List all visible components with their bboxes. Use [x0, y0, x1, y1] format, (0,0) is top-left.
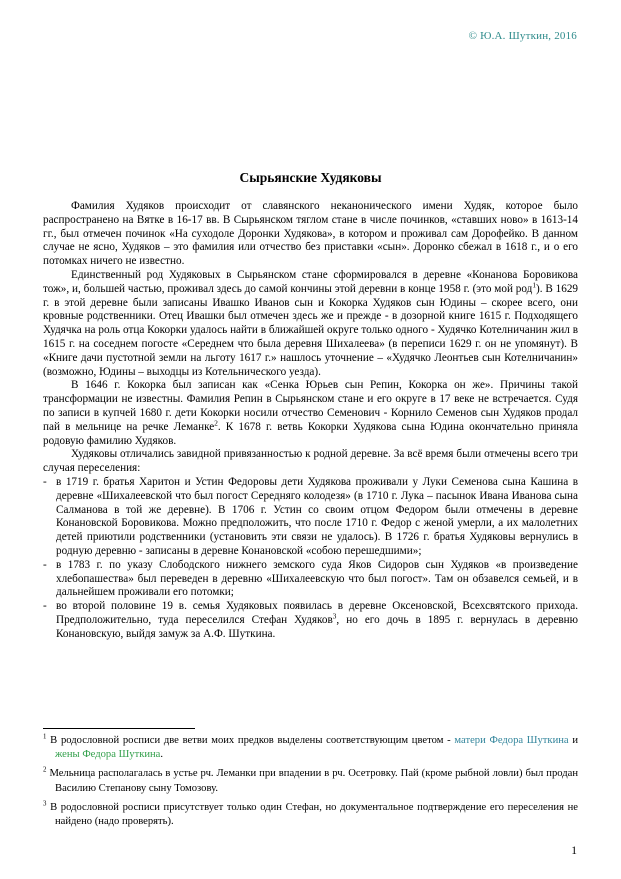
footnote-reference: 3 [332, 612, 337, 621]
footnote-marker: 1 [43, 733, 47, 741]
text-run: в 1719 г. братья Харитон и Устин Федоровы дети Худякова проживали у Луки Семенова сына Кашина в деревне «Шихалеевской что был погост Середняго колодезя» (в 1710 г. Лука – пасынок Ивана Иванова сына Салманова в той же деревне). В 1706 г. Устин со своим отцом Федором были отмечены в деревне Конановской Боровикова. Можно предположить, что после 1710 г. Федор с женой умерли, а их малолетних детей приютили родственники (установить эти связи не удалось). В 1726 г. братья Худяковы вернулись в родную деревню - записаны в деревне Конановской «собою перешедшими»; [56, 475, 578, 557]
text-run: , но его дочь в 1895 г. вернулась в деревню Конановскую, выйдя замуж за А.Ф. Шуткина. [56, 613, 578, 640]
highlighted-text: жены Федора Шуткина [55, 749, 161, 761]
text-run: . [160, 749, 164, 761]
bullet-dash: - [43, 475, 47, 488]
footnote [43, 801, 578, 829]
footnote [43, 734, 578, 762]
list-item [43, 476, 578, 559]
text-run: Мельница располагалась в устье рч. Леманки при впадении в рч. Осетровку. Пай (кроме рыбной ловли) был продан Василию Степанову сыну Томозову. [49, 768, 578, 794]
list-item [43, 559, 578, 600]
footnote [43, 767, 578, 795]
copyright-notice: © Ю.А. Шуткин, 2016 [468, 30, 577, 42]
text-run: ). В 1629 г. в этой деревне были записаны Ивашко Иванов сын и Кокорка Худяков сын Юдины – скорее всего, они кровные родственники. Отец Ивашки был отмечен здесь же и прежде - в дозорной книге 1615 г. Подходящего Худячка на роль отца Кокорки удалось найти в ближайшей округе только одного - Худячко Котелничанин жил в 1615 г. на соседнем погосте «Середнем что была деревня Шихалеева» (в переписи 1629 г. он не упомянут). В «Книге дачи пустотной земли на льготу 1617 г.» нашлось уточнение – «Худячко Леонтьев сын Котелничанин» (возможно, Юдины – выходцы из Котельнического уезда). [43, 282, 579, 378]
footnote-reference: 2 [214, 419, 218, 428]
footnote-area [43, 728, 578, 834]
paragraph [43, 269, 578, 379]
footnote-marker: 3 [43, 800, 47, 808]
text-run: В родословной росписи две ветви моих предков выделены соответствующим цветом - [50, 735, 455, 746]
text-run: . К 1678 г. ветвь Кокорки Худякова сына Юдина окончательно приняла родовую фамилию Худяков. [43, 420, 578, 447]
page-number: 1 [571, 845, 577, 857]
text-run: в 1783 г. по указу Слободского нижнего земского суда Яков Сидоров сын Худяков «в произведение хлебопашества» был переведен в деревню «Шихалеевскую что был погост». Там он обзавелся семьей, и в дальнейшем проживали его потомки; [56, 558, 578, 599]
list-item-text [56, 600, 578, 641]
footnote-reference: 1 [532, 281, 536, 290]
paragraph [43, 200, 578, 269]
list-item-text [56, 476, 578, 559]
list-item-text [56, 559, 578, 600]
text-run: Единственный род Худяковых в Сырьянском стане сформировался в деревне «Конанова Боровикова тож», и, большей частью, проживал здесь до самой кончины этой деревни в конце 1958 г. (это мой род [43, 268, 578, 295]
paragraph [43, 448, 578, 476]
paragraph [43, 379, 578, 448]
footnotes-list [43, 734, 578, 829]
list-item [43, 600, 578, 641]
page-title: Сырьянские Худяковы [239, 170, 382, 185]
footnote-marker: 2 [43, 766, 47, 774]
bullet-dash: - [43, 600, 47, 613]
document-body [43, 200, 578, 642]
text-run: Фамилия Худяков происходит от славянского неканонического имени Худяк, которое было распространено на Вятке в 16-17 вв. В Сырьянском тяглом стане в числе починков, «ставших ново» в 1613-14 гг., был отмечен починок «На суходоле Доронки Худякова», в котором и проживал сам Дорофейко. В данном случае не ясно, Худяков – это фамилия или отчество без приставки «сын». Доронко сбежал в 1618 г., и о его потомках ничего не известно. [43, 200, 578, 268]
text-run: В родословной росписи присутствует только один Стефан, но документальное подтверждение его переселения не найдено (надо проверять). [50, 801, 578, 828]
bullet-dash: - [43, 558, 47, 571]
text-run: во второй половине 19 в. семья Худяковых появилась в деревне Оксеновской, Всехсвятского прихода. Предположительно, туда переселился Стефан Худяков [56, 600, 578, 626]
document-content [43, 170, 578, 642]
text-run: В 1646 г. Кокорка был записан как «Сенка Юрьев сын Репин, Кокорка он же». Причины такой трансформации не известны. Фамилия Репин в Сырьянском стане и его округе в 17 веке не встречается. Судя по записи в купчей 1680 г. дети Кокорки носили отчество Семенович - Корнило Семенов сын Худяков продал пай в мельнице на речке Леманке [43, 379, 578, 433]
footnote-separator [43, 728, 195, 729]
text-run: и [568, 735, 578, 746]
text-run: Худяковы отличались завидной привязанностью к родной деревне. За всё время были отмечены всего три случая переселения: [43, 448, 578, 475]
highlighted-text: матери Федора Шуткина [454, 735, 569, 746]
